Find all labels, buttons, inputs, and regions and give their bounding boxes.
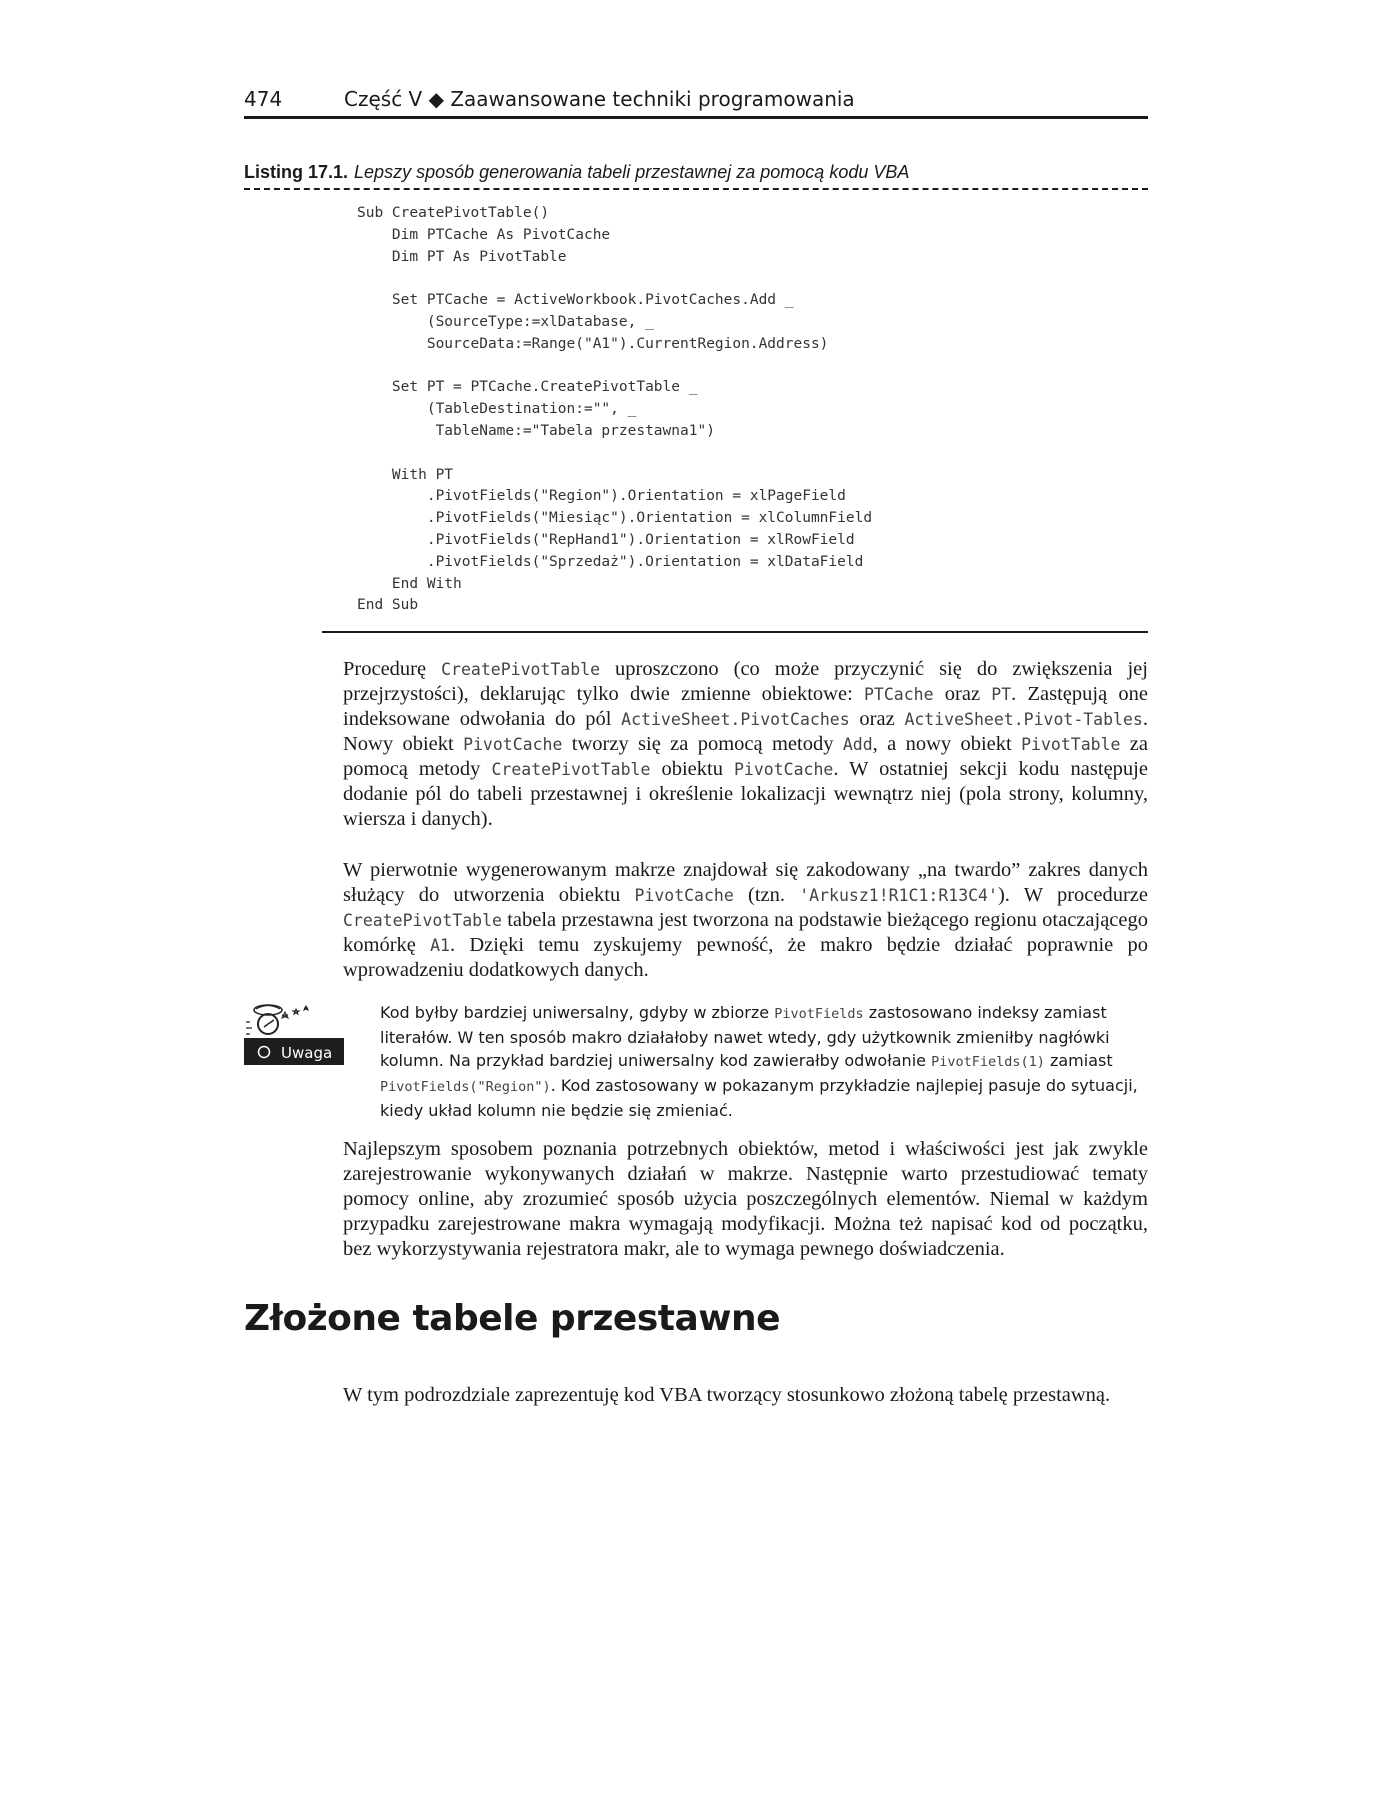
text: ). W procedurze bbox=[997, 884, 1149, 906]
inline-code: 'Arkusz1!R1C1:R13C4' bbox=[799, 886, 998, 905]
text: (tzn. bbox=[733, 884, 800, 906]
text: . Zastępują one indeksowane odwołania do pól bbox=[343, 683, 1148, 730]
text: Procedurę bbox=[343, 658, 442, 680]
paragraph-best-practice: Najlepszym sposobem poznania potrzebnych obiektów, metod i właściwości jest jak zwykle zarejestrowanie wykonywanych działań w makrze. Następnie warto przestudiować tematy pomocy online, aby zrozumieć sposób użycia poszczególnych elementów. Niemal w każdym przypadku zarejestrowane makra wymagają modyfikacji. Można też napisać kod od początku, bez wykorzystywania rejestratora makr, ale to wymaga pewnego doświadczenia. bbox=[343, 1138, 1148, 1260]
inline-code: PivotFields bbox=[774, 1006, 864, 1022]
listing-number: Listing 17.1. bbox=[244, 162, 349, 182]
text: zastosowano indeksy zamiast literałów. W ten sposób makro działałoby nawet wtedy, gdy użytkownik zmieniłby nagłówki kolumn. Na przykład bardziej uniwersalny kod zawierałby odwołanie bbox=[380, 1003, 1110, 1070]
listing-title: Lepszy sposób generowania tabeli przestawnej za pomocą kodu VBA bbox=[354, 162, 910, 182]
inline-code: A1 bbox=[430, 936, 450, 955]
inline-code: CreatePivotTable bbox=[491, 760, 651, 779]
listing-caption bbox=[244, 162, 1148, 190]
inline-code: PivotFields(1) bbox=[931, 1054, 1045, 1070]
text: za pomocą metody bbox=[343, 733, 1148, 780]
inline-code: PivotCache bbox=[463, 735, 563, 754]
text: . Kod zastosowany w pokazanym przykładzie najlepiej pasuje do sytuacji, kiedy układ kolumn nie będzie się zmieniać. bbox=[380, 1076, 1138, 1120]
chapter-title: Część V ◆ Zaawansowane techniki programowania bbox=[344, 87, 855, 111]
inline-code: ActiveSheet.Pivot-Tables bbox=[904, 710, 1143, 729]
page-number: 474 bbox=[244, 87, 283, 111]
paragraph-procedure bbox=[343, 657, 1148, 832]
inline-code: CreatePivotTable bbox=[343, 911, 502, 930]
inline-code: CreatePivotTable bbox=[441, 660, 601, 679]
inline-code: PivotCache bbox=[634, 886, 734, 905]
text: . Dzięki temu zyskujemy pewność, że makro będzie działać poprawnie po wprowadzeniu dodatkowych danych. bbox=[343, 934, 1148, 981]
text: zamiast bbox=[1044, 1051, 1113, 1070]
text: . W ostatniej sekcji kodu następuje dodanie pól do tabeli przestawnej i określenie lokalizacji wewnątrz niej (pola strony, kolumny, wiersza i danych). bbox=[343, 758, 1148, 830]
inline-code: PivotTable bbox=[1021, 735, 1121, 754]
text: tworzy się za pomocą metody bbox=[562, 733, 843, 755]
inline-code: PivotCache bbox=[734, 760, 834, 779]
text: tabela przestawna jest tworzona na podstawie bieżącego regionu otaczającego komórkę bbox=[343, 909, 1148, 956]
note-icon bbox=[244, 1000, 344, 1066]
text: W pierwotnie wygenerowanym makrze znajdował się zakodowany „na twardo” zakres danych służący do utworzenia obiektu bbox=[343, 859, 1148, 906]
text: oraz bbox=[933, 683, 992, 705]
inline-code: Add bbox=[842, 735, 873, 754]
inline-code: PivotFields("Region") bbox=[380, 1079, 551, 1095]
inline-code: PTCache bbox=[864, 685, 934, 704]
inline-code: ActiveSheet.PivotCaches bbox=[621, 710, 850, 729]
text: oraz bbox=[849, 708, 905, 730]
page-header bbox=[244, 84, 1148, 119]
paragraph-hardcoded-range bbox=[343, 858, 1148, 983]
text: . Nowy obiekt bbox=[343, 708, 1148, 755]
text: , a nowy obiekt bbox=[872, 733, 1022, 755]
paragraph-section-intro: W tym podrozdziale zaprezentuję kod VBA tworzący stosunkowo złożoną tabelę przestawną. bbox=[343, 1384, 1111, 1406]
section-heading: Złożone tabele przestawne bbox=[244, 1298, 781, 1339]
code-listing: Sub CreatePivotTable() Dim PTCache As PivotCache Dim PT As PivotTable Set PTCache = ActiveWorkbook.PivotCaches.Add _ (SourceType:=xlDatabase, _ SourceData:=Range("A1").CurrentRegion.Address) Set PT = PTCache.CreatePivotTable _ (TableDestination:="", _ TableName:="Tabela przestawna1") With PT .PivotFields("Region").Orientation = xlPageField .PivotFields("Miesiąc").Orientation = xlColumnField .PivotFields("RepHand1").Orientation = xlRowField .PivotFields("Sprzedaż").Orientation = xlDataField End With End Sub bbox=[357, 205, 873, 614]
text: obiektu bbox=[650, 758, 734, 780]
inline-code: PT bbox=[991, 685, 1012, 704]
listing-divider bbox=[322, 631, 1148, 633]
text: uproszczono (co może przyczynić się do zwiększenia jej przejrzystości), deklarując tylko dwie zmienne obiektowe: bbox=[343, 658, 1148, 705]
text: Kod byłby bardziej uniwersalny, gdyby w zbiorze bbox=[380, 1003, 775, 1022]
note-label: Uwaga bbox=[281, 1044, 333, 1062]
note-text bbox=[380, 1001, 1150, 1122]
